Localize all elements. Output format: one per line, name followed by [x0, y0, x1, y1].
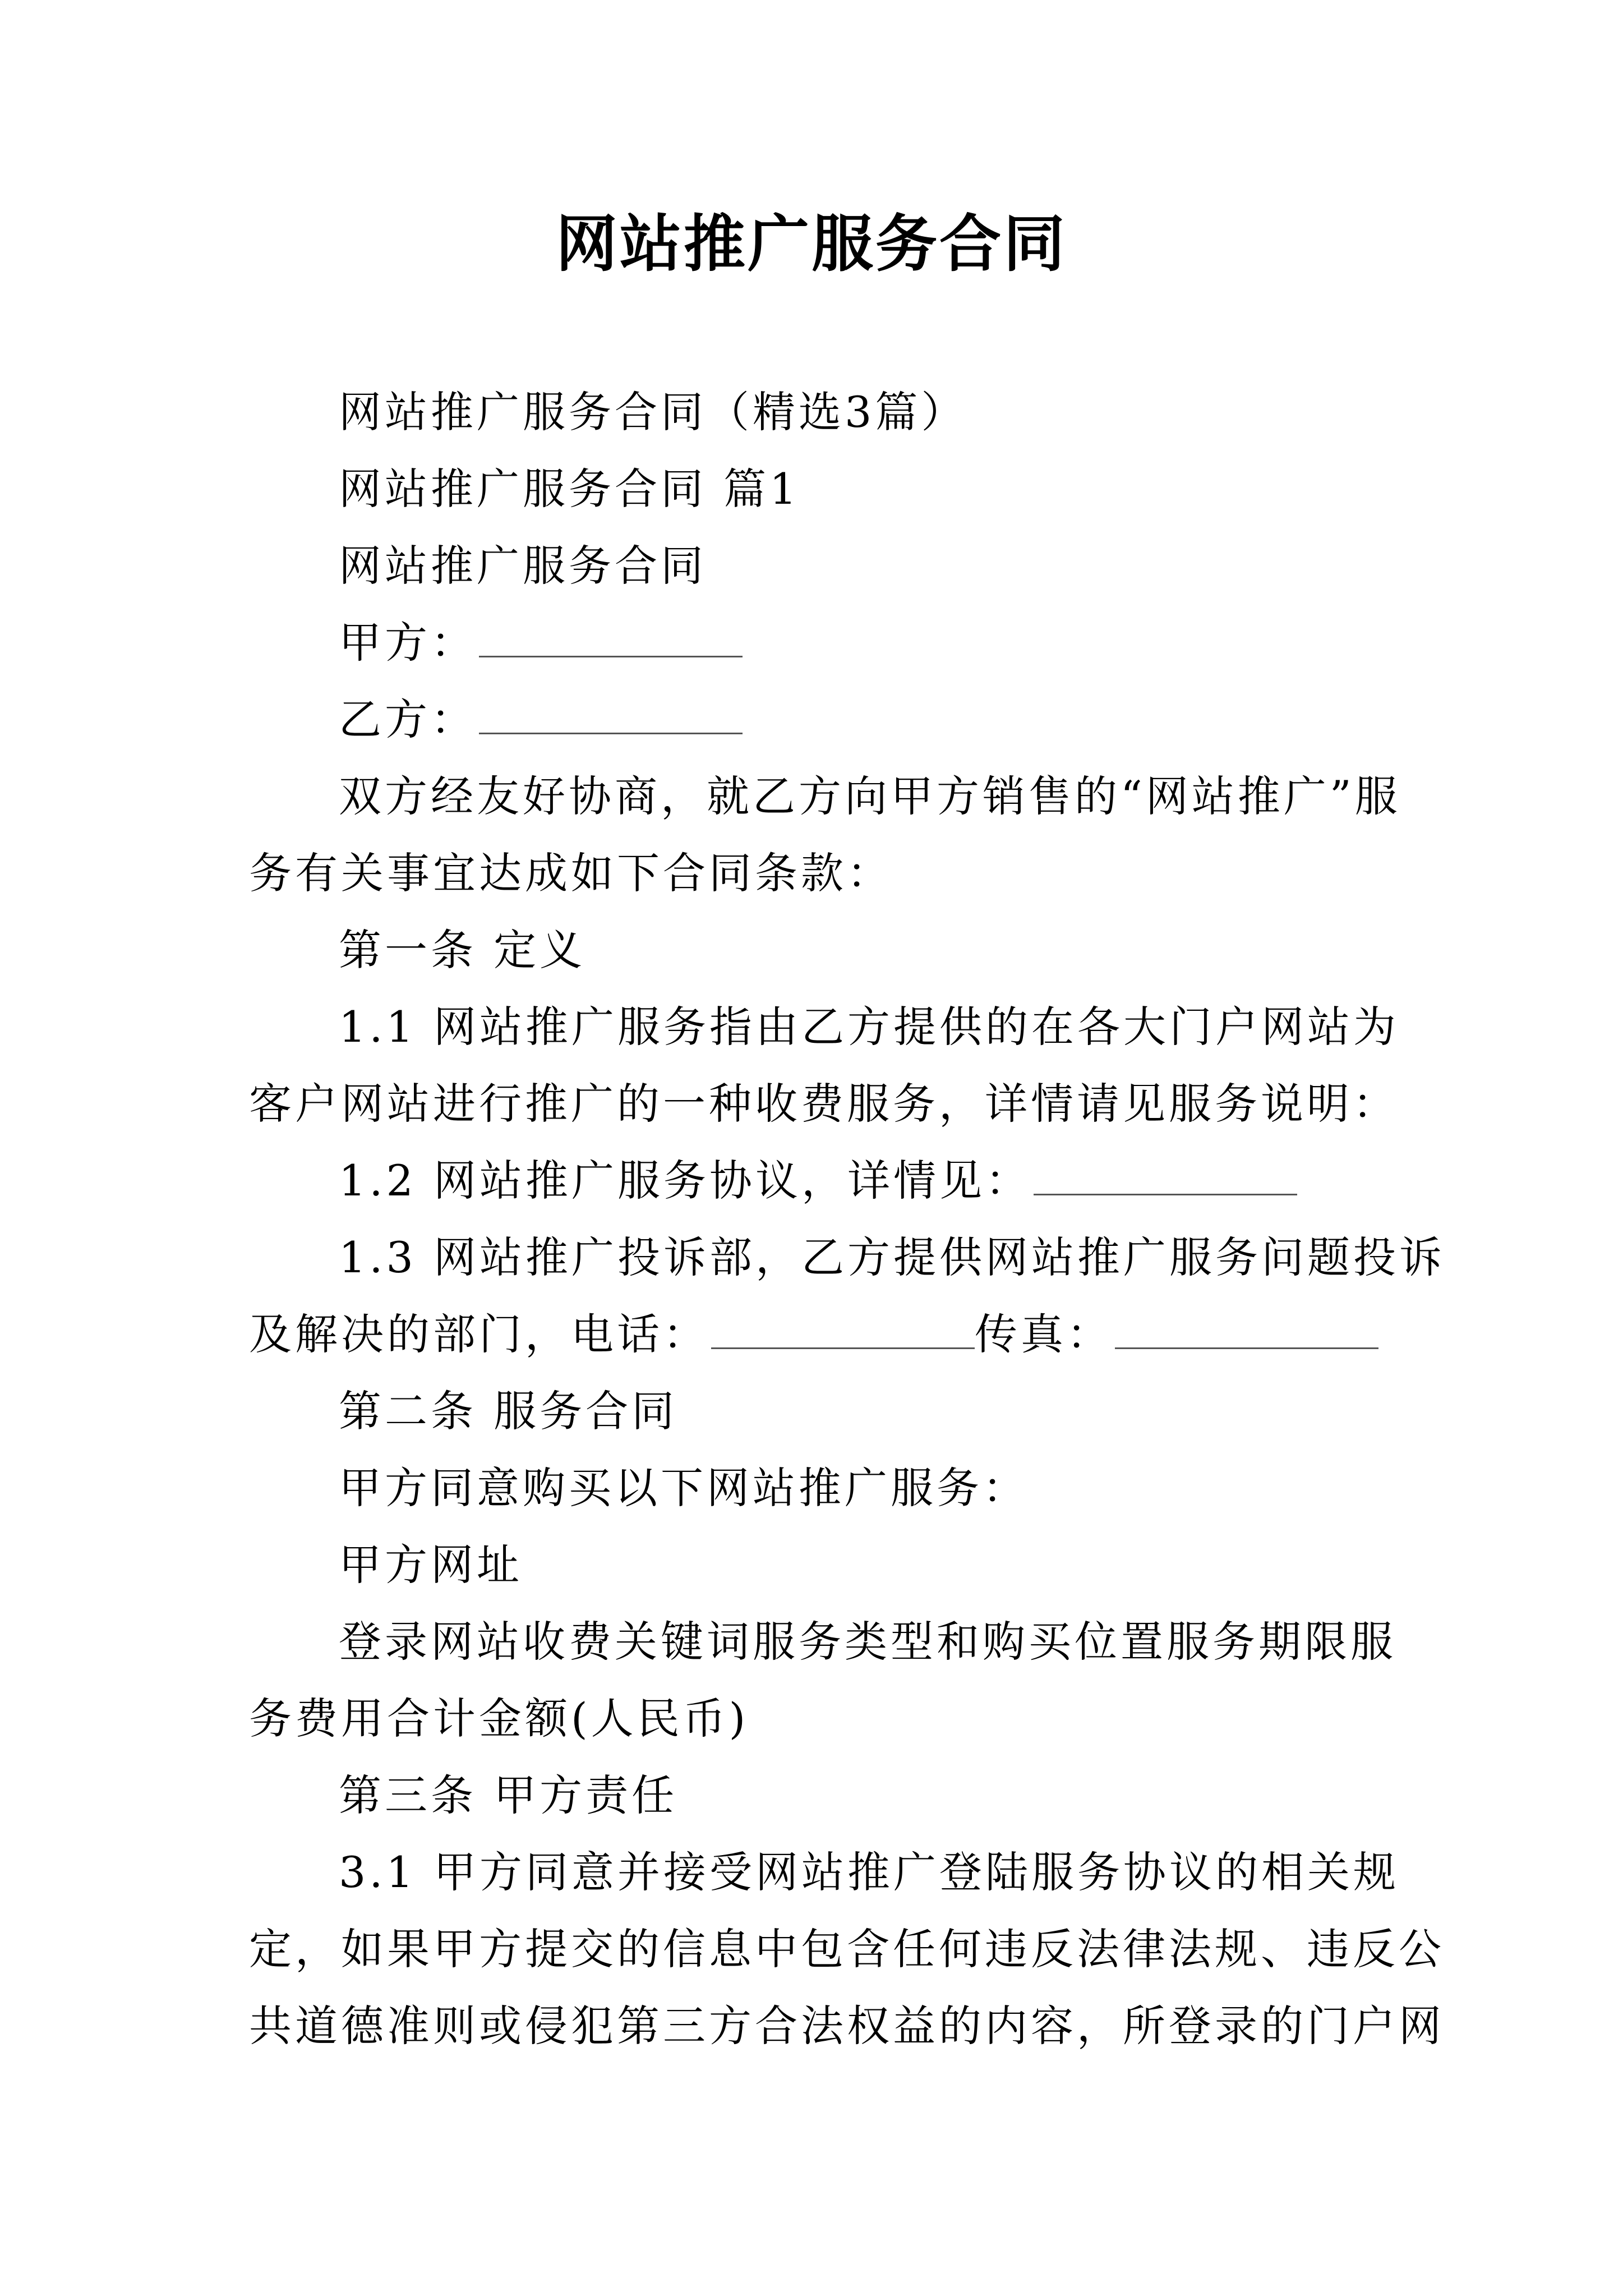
- clause-1-3-line-1: 1.3 网站推广投诉部，乙方提供网站推广服务问题投诉: [339, 1232, 1446, 1282]
- clause-3-1-line-2: 定，如果甲方提交的信息中包含任何违反法律法规、违反公: [249, 1924, 1445, 1974]
- party-a-label: 甲方：: [339, 618, 477, 668]
- document-title: 网站推广服务合同: [556, 208, 1067, 280]
- party-a-blank: [479, 616, 743, 657]
- phone-label: 及解决的部门，电话：: [249, 1309, 709, 1359]
- clause-1-3-line-2: [249, 1306, 1378, 1363]
- party-b-blank: [479, 693, 743, 734]
- intro-paragraph-line-1: 双方经友好协商，就乙方向甲方销售的“网站推广”服: [339, 771, 1401, 821]
- phone-blank: [711, 1308, 975, 1349]
- clause-1-1-line-2: 客户网站进行推广的一种收费服务，详情请见服务说明：: [249, 1079, 1399, 1129]
- article-2-intro: 甲方同意购买以下网站推广服务：: [339, 1463, 1029, 1513]
- part-heading: 网站推广服务合同 篇1: [339, 464, 800, 514]
- clause-1-1-line-1: 1.1 网站推广服务指由乙方提供的在各大门户网站为: [339, 1002, 1400, 1052]
- clause-3-1-line-3: 共道德准则或侵犯第三方合法权益的内容，所登录的门户网: [249, 2001, 1445, 2051]
- agreement-details-blank: [1034, 1154, 1297, 1195]
- party-a-line: [339, 615, 743, 671]
- clause-3-1-line-1: 3.1 甲方同意并接受网站推广登陆服务协议的相关规: [339, 1847, 1400, 1897]
- subtitle-selected: 网站推广服务合同（精选3篇）: [339, 387, 967, 437]
- service-table-header-line-1: 登录网站收费关键词服务类型和购买位置服务期限服: [339, 1617, 1396, 1667]
- website-address-label: 甲方网址: [339, 1540, 523, 1590]
- fax-label: 传真：: [975, 1309, 1113, 1359]
- article-1-heading: 第一条 定义: [339, 925, 586, 975]
- fax-blank: [1115, 1308, 1378, 1349]
- party-b-line: [339, 692, 743, 748]
- contract-name: 网站推广服务合同: [339, 541, 707, 591]
- clause-1-2-line: [339, 1153, 1297, 1209]
- article-3-heading: 第三条 甲方责任: [339, 1770, 678, 1820]
- clause-1-2-text: 1.2 网站推广服务协议，详情见：: [339, 1156, 1032, 1205]
- article-2-heading: 第二条 服务合同: [339, 1386, 678, 1436]
- party-b-label: 乙方：: [339, 694, 477, 744]
- intro-paragraph-line-2: 务有关事宜达成如下合同条款：: [249, 848, 893, 898]
- service-table-header-line-2: 务费用合计金额(人民币): [249, 1694, 749, 1743]
